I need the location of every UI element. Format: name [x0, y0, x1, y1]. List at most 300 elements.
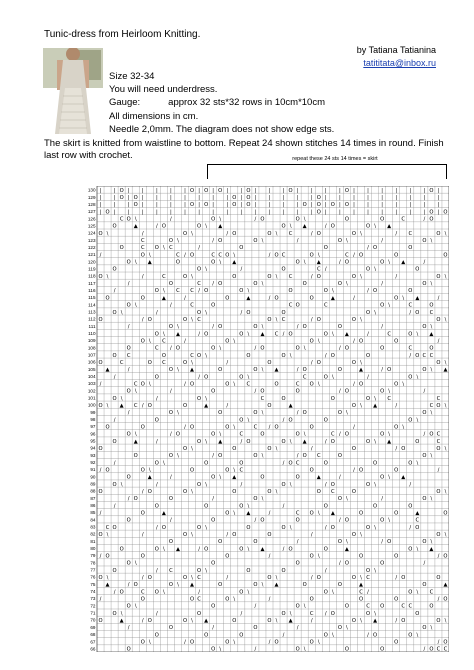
chart-symbol-yo: O [232, 445, 237, 452]
chart-symbol-yo: O [197, 481, 202, 488]
chart-symbol-yo: O [182, 359, 188, 366]
chart-symbol-left-dec: \ [444, 488, 447, 495]
chart-symbol-yo: O [211, 388, 216, 395]
chart-symbol-right-dec: / [296, 367, 299, 374]
chart-symbol-double-dec: ▲ [330, 510, 335, 517]
chart-symbol-right-dec: / [268, 424, 271, 431]
chart-symbol-cable: C [436, 395, 441, 402]
row-label: 86 [90, 503, 96, 509]
chart-symbol-yo: O [147, 359, 152, 366]
chart-symbol-yo: O [175, 431, 181, 438]
chart-symbol-right-dec: / [226, 230, 229, 237]
chart-symbol-left-dec: \ [430, 410, 433, 417]
chart-symbol-right-dec: / [353, 467, 355, 474]
chart-symbol-yo: O [288, 331, 293, 338]
chart-symbol-yo: O [365, 567, 371, 574]
chart-symbol-yo: O [365, 309, 371, 316]
chart-symbol-left-dec: \ [374, 481, 376, 488]
chart-symbol-cable: C [281, 252, 286, 259]
chart-symbol-yo: O [337, 496, 342, 503]
chart-symbol-double-dec: ▲ [246, 295, 251, 302]
chart-symbol-left-dec: \ [289, 524, 292, 531]
chart-symbol-double-dec: ▲ [175, 546, 180, 553]
chart-symbol-yo: O [316, 195, 321, 202]
chart-symbol-yo: O [316, 209, 321, 216]
chart-symbol-left-dec: \ [416, 546, 419, 553]
chart-symbol-left-dec: \ [346, 625, 348, 632]
chart-symbol-yo: O [175, 259, 181, 266]
chart-symbol-knit: | [310, 187, 313, 194]
chart-symbol-yo: O [126, 431, 131, 438]
chart-symbol-yo: O [154, 546, 159, 553]
chart-symbol-knit: | [353, 202, 355, 209]
chart-symbol-yo: O [436, 532, 441, 539]
chart-symbol-right-dec: / [127, 625, 130, 632]
chart-symbol-right-dec: / [339, 388, 341, 395]
chart-symbol-left-dec: \ [444, 316, 447, 323]
chart-symbol-right-dec: / [184, 295, 186, 302]
chart-symbol-double-dec: ▲ [316, 474, 321, 481]
chart-symbol-knit: | [99, 187, 102, 194]
chart-symbol-right-dec: / [339, 259, 341, 266]
chart-symbol-right-dec: / [198, 589, 200, 596]
chart-symbol-yo: O [387, 367, 392, 374]
chart-symbol-double-dec: ▲ [344, 546, 349, 553]
chart-symbol-yo: O [126, 259, 131, 266]
chart-symbol-right-dec: / [212, 453, 215, 460]
chart-symbol-yo: O [422, 625, 427, 632]
row-label: 124 [87, 230, 96, 236]
chart-symbol-left-dec: \ [416, 460, 419, 467]
chart-symbol-yo: O [126, 560, 131, 567]
chart-symbol-yo: O [295, 646, 300, 652]
chart-symbol-yo: O [429, 187, 434, 194]
chart-symbol-knit: | [282, 209, 285, 216]
chart-symbol-yo: O [337, 324, 342, 331]
chart-symbol-left-dec: \ [275, 488, 278, 495]
chart-symbol-left-dec: \ [275, 618, 278, 625]
chart-symbol-yo: O [408, 503, 413, 510]
chart-symbol-yo: O [337, 539, 342, 546]
chart-symbol-left-dec: \ [148, 639, 151, 646]
chart-symbol-right-dec: / [409, 524, 412, 531]
chart-symbol-left-dec: \ [163, 589, 165, 596]
chart-symbol-left-dec: \ [444, 230, 447, 237]
chart-symbol-double-dec: ▲ [105, 582, 110, 589]
chart-symbol-yo: O [126, 345, 131, 352]
chart-symbol-yo: O [112, 352, 117, 359]
chart-symbol-right-dec: / [155, 438, 158, 445]
chart-symbol-cable: C [295, 381, 300, 388]
chart-symbol-right-dec: / [254, 646, 257, 652]
chart-symbol-double-dec: ▲ [204, 618, 209, 625]
chart-symbol-right-dec: / [381, 281, 383, 288]
chart-symbol-yo: O [422, 324, 427, 331]
chart-symbol-yo: O [422, 453, 427, 460]
chart-symbol-yo: O [380, 474, 385, 481]
chart-symbol-yo: O [232, 273, 237, 280]
chart-symbol-knit: | [127, 187, 130, 194]
row-label: 101 [87, 395, 96, 401]
chart-symbol-yo: O [267, 230, 272, 237]
chart-symbol-double-dec: ▲ [175, 331, 180, 338]
chart-symbol-left-dec: \ [360, 575, 362, 582]
chart-symbol-left-dec: \ [191, 316, 193, 323]
chart-symbol-yo: O [274, 252, 279, 259]
chart-symbol-right-dec: / [296, 410, 299, 417]
chart-symbol-double-dec: ▲ [387, 438, 392, 445]
chart-symbol-yo: O [161, 524, 166, 531]
chart-symbol-cable: C [140, 238, 145, 245]
chart-symbol-knit: | [437, 202, 440, 209]
chart-symbol-yo: O [253, 367, 258, 374]
chart-symbol-left-dec: \ [360, 230, 362, 237]
chart-symbol-yo: O [140, 467, 145, 474]
chart-symbol-right-dec: / [367, 632, 369, 639]
chart-symbol-yo: O [253, 453, 258, 460]
row-label: 126 [87, 216, 96, 222]
chart-symbol-cable: C [443, 646, 448, 652]
row-label: 76 [90, 574, 96, 580]
chart-symbol-yo: O [140, 295, 145, 302]
chart-symbol-knit: | [268, 202, 271, 209]
row-label: 102 [87, 388, 96, 394]
chart-symbol-left-dec: \ [191, 445, 193, 452]
row-label: 100 [87, 402, 96, 408]
chart-symbol-right-dec: / [254, 345, 257, 352]
row-label: 89 [90, 481, 96, 487]
chart-symbol-yo: O [98, 618, 103, 625]
chart-symbol-yo: O [415, 309, 420, 316]
chart-symbol-cable: C [295, 460, 300, 467]
chart-symbol-left-dec: \ [444, 445, 447, 452]
chart-symbol-yo: O [225, 639, 230, 646]
chart-symbol-yo: O [281, 395, 286, 402]
chart-symbol-double-dec: ▲ [302, 438, 307, 445]
chart-symbol-yo: O [351, 488, 357, 495]
chart-symbol-yo: O [436, 273, 441, 280]
author-email-link[interactable]: tatititata@inbox.ru [363, 58, 436, 68]
chart-symbol-right-dec: / [254, 388, 257, 395]
chart-symbol-left-dec: \ [388, 517, 391, 524]
chart-symbol-cable: C [387, 395, 391, 402]
row-label: 80 [90, 546, 96, 552]
chart-symbol-yo: O [267, 532, 272, 539]
chart-symbol-knit: | [339, 187, 341, 194]
chart-symbol-cable: C [239, 431, 244, 438]
chart-symbol-double-dec: ▲ [190, 367, 195, 374]
chart-symbol-knit: | [198, 209, 200, 216]
chart-symbol-right-dec: / [381, 496, 383, 503]
chart-symbol-right-dec: / [141, 575, 144, 582]
chart-symbol-knit: | [113, 209, 116, 216]
chart-symbol-cable: C [436, 438, 441, 445]
chart-symbol-knit: | [353, 187, 355, 194]
chart-symbol-double-dec: ▲ [260, 546, 265, 553]
chart-symbol-yo: O [330, 610, 335, 617]
chart-symbol-right-dec: / [437, 295, 440, 302]
chart-symbol-yo: O [246, 567, 251, 574]
repeat-bracket [207, 164, 447, 179]
chart-symbol-right-dec: / [296, 453, 299, 460]
row-label: 113 [88, 309, 96, 315]
chart-symbol-left-dec: \ [177, 238, 179, 245]
chart-symbol-yo: O [429, 345, 434, 352]
chart-symbol-cable: C [366, 575, 370, 582]
chart-symbol-yo: O [154, 632, 159, 639]
chart-symbol-right-dec: / [437, 553, 440, 560]
chart-symbol-right-dec: / [409, 352, 412, 359]
size-line: Size 32-34 [109, 71, 155, 82]
chart-symbol-yo: O [295, 259, 300, 266]
chart-symbol-right-dec: / [99, 381, 102, 388]
row-label: 81 [90, 538, 96, 544]
chart-symbol-right-dec: / [113, 288, 116, 295]
chart-symbol-knit: | [268, 187, 271, 194]
chart-symbol-left-dec: \ [430, 496, 433, 503]
chart-symbol-right-dec: / [353, 338, 355, 345]
chart-symbol-yo: O [253, 625, 258, 632]
chart-symbol-yo: O [119, 245, 124, 252]
chart-symbol-yo: O [344, 560, 349, 567]
chart-symbol-yo: O [274, 424, 279, 431]
chart-symbol-yo: O [365, 395, 371, 402]
chart-symbol-cable: C [211, 252, 215, 259]
chart-symbol-yo: O [98, 575, 103, 582]
chart-symbol-left-dec: \ [444, 273, 447, 280]
chart-symbol-yo: O [281, 309, 286, 316]
chart-symbol-right-dec: / [282, 417, 285, 424]
chart-symbol-yo: O [189, 424, 195, 431]
chart-symbol-yo: O [126, 388, 131, 395]
chart-symbol-cable: C [288, 273, 293, 280]
chart-symbol-right-dec: / [141, 230, 144, 237]
chart-symbol-yo: O [154, 417, 159, 424]
chart-symbol-yo: O [218, 187, 223, 194]
chart-symbol-cable: C [436, 431, 441, 438]
chart-symbol-left-dec: \ [106, 230, 109, 237]
row-label: 105 [87, 366, 96, 372]
chart-symbol-left-dec: \ [163, 245, 165, 252]
chart-symbol-knit: | [226, 202, 229, 209]
chart-symbol-yo: O [436, 618, 441, 625]
chart-symbol-right-dec: / [324, 438, 327, 445]
chart-symbol-yo: O [358, 510, 364, 517]
chart-symbol-yo: O [154, 331, 159, 338]
chart-symbol-cable: C [190, 352, 194, 359]
chart-symbol-yo: O [197, 223, 202, 230]
chart-symbol-yo: O [197, 567, 202, 574]
chart-symbol-yo: O [309, 424, 314, 431]
chart-symbol-yo: O [140, 510, 145, 517]
chart-symbol-yo: O [408, 374, 413, 381]
chart-symbol-yo: O [394, 252, 399, 259]
chart-symbol-yo: O [189, 381, 195, 388]
chart-symbol-yo: O [281, 223, 286, 230]
chart-symbol-yo: O [443, 639, 448, 646]
chart-symbol-knit: | [240, 209, 243, 216]
chart-symbol-knit: | [381, 187, 383, 194]
chart-symbol-yo: O [204, 503, 209, 510]
chart-symbol-yo: O [281, 567, 286, 574]
chart-symbol-right-dec: / [127, 367, 130, 374]
chart-symbol-yo: O [147, 402, 152, 409]
chart-symbol-double-dec: ▲ [443, 582, 448, 589]
chart-symbol-cable: C [140, 589, 145, 596]
chart-symbol-knit: | [324, 187, 327, 194]
chart-symbol-right-dec: / [212, 281, 215, 288]
chart-symbol-yo: O [239, 245, 244, 252]
chart-symbol-yo: O [98, 532, 103, 539]
chart-symbol-left-dec: \ [388, 474, 391, 481]
chart-symbol-right-dec: / [99, 467, 102, 474]
chart-symbol-yo: O [344, 431, 349, 438]
chart-symbol-yo: O [133, 195, 138, 202]
chart-symbol-yo: O [239, 417, 244, 424]
chart-symbol-yo: O [316, 230, 321, 237]
chart-symbol-left-dec: \ [120, 481, 123, 488]
chart-symbol-left-dec: \ [317, 553, 320, 560]
chart-symbol-yo: O [401, 445, 406, 452]
chart-symbol-right-dec: / [395, 230, 398, 237]
chart-symbol-yo: O [380, 302, 385, 309]
chart-symbol-left-dec: \ [303, 603, 306, 610]
chart-symbol-right-dec: / [127, 582, 130, 589]
chart-symbol-knit: | [240, 195, 243, 202]
chart-symbol-yo: O [168, 281, 173, 288]
chart-symbol-right-dec: / [268, 596, 271, 603]
chart-symbol-cable: C [218, 252, 223, 259]
chart-symbol-knit: | [409, 195, 412, 202]
chart-symbol-yo: O [337, 281, 342, 288]
row-label: 110 [88, 330, 96, 336]
chart-symbol-yo: O [295, 216, 300, 223]
chart-symbol-yo: O [295, 345, 300, 352]
chart-symbol-right-dec: / [296, 539, 299, 546]
chart-symbol-knit: | [198, 202, 200, 209]
chart-symbol-right-dec: / [324, 610, 327, 617]
chart-symbol-right-dec: / [184, 639, 186, 646]
dimensions-line: All dimensions in cm. [109, 110, 199, 122]
chart-symbol-cable: C [155, 345, 159, 352]
row-label: 120 [87, 259, 96, 265]
chart-symbol-left-dec: \ [402, 424, 405, 431]
chart-symbol-yo: O [119, 187, 124, 194]
chart-symbol-yo: O [232, 532, 237, 539]
chart-symbol-left-dec: \ [120, 309, 123, 316]
chart-symbol-right-dec: / [184, 381, 186, 388]
chart-symbol-yo: O [309, 596, 314, 603]
chart-symbol-left-dec: \ [191, 488, 193, 495]
chart-symbol-right-dec: / [170, 216, 172, 223]
needle-line: Needle 2,0mm. The diagram does not show edge sts. [109, 123, 335, 135]
chart-symbol-left-dec: \ [289, 438, 292, 445]
chart-symbol-yo: O [204, 187, 209, 194]
chart-symbol-yo: O [358, 596, 364, 603]
chart-symbol-left-dec: \ [134, 560, 137, 567]
chart-symbol-yo: O [373, 503, 378, 510]
chart-symbol-left-dec: \ [247, 503, 250, 510]
chart-symbol-yo: O [197, 352, 202, 359]
chart-symbol-yo: O [154, 288, 159, 295]
chart-symbol-left-dec: \ [177, 453, 179, 460]
chart-symbol-yo: O [267, 618, 272, 625]
chart-symbol-yo: O [140, 553, 145, 560]
row-label: 71 [90, 610, 96, 616]
chart-symbol-left-dec: \ [247, 288, 250, 295]
chart-symbol-cable: C [169, 567, 173, 574]
chart-symbol-yo: O [337, 625, 342, 632]
chart-symbol-yo: O [288, 288, 293, 295]
chart-symbol-left-dec: \ [205, 438, 207, 445]
chart-symbol-left-dec: \ [444, 359, 447, 366]
chart-symbol-knit: | [296, 195, 299, 202]
chart-symbol-knit: | [254, 195, 257, 202]
chart-symbol-knit: | [254, 187, 257, 194]
chart-symbol-yo: O [302, 410, 307, 417]
row-label: 93 [90, 452, 96, 458]
chart-symbol-yo: O [253, 410, 258, 417]
chart-symbol-yo: O [204, 202, 209, 209]
chart-symbol-yo: O [351, 230, 357, 237]
chart-symbol-knit: | [395, 209, 398, 216]
chart-symbol-yo: O [408, 245, 413, 252]
chart-symbol-yo: O [323, 589, 328, 596]
chart-symbol-yo: O [126, 474, 131, 481]
chart-symbol-yo: O [323, 503, 328, 510]
chart-symbol-left-dec: \ [346, 238, 348, 245]
chart-symbol-yo: O [168, 496, 173, 503]
chart-symbol-yo: O [154, 374, 159, 381]
chart-symbol-double-dec: ▲ [274, 582, 279, 589]
chart-symbol-yo: O [380, 259, 385, 266]
chart-symbol-yo: O [211, 646, 216, 652]
chart-symbol-yo: O [225, 252, 230, 259]
chart-symbol-left-dec: \ [148, 338, 151, 345]
chart-symbol-double-dec: ▲ [232, 259, 237, 266]
chart-symbol-yo: O [189, 202, 195, 209]
chart-symbol-knit: | [127, 209, 130, 216]
chart-symbol-yo: O [140, 338, 145, 345]
chart-symbol-yo: O [112, 223, 117, 230]
chart-symbol-left-dec: \ [346, 539, 348, 546]
chart-symbol-cable: C [309, 610, 314, 617]
chart-symbol-yo: O [351, 359, 357, 366]
chart-symbol-yo: O [260, 345, 265, 352]
chart-symbol-knit: | [268, 209, 271, 216]
chart-symbol-yo: O [443, 252, 448, 259]
chart-symbol-knit: | [310, 202, 313, 209]
chart-symbol-right-dec: / [310, 273, 313, 280]
chart-symbol-yo: O [204, 331, 209, 338]
chart-symbol-yo: O [344, 345, 349, 352]
chart-symbol-yo: O [295, 517, 300, 524]
chart-symbol-cable: C [176, 252, 180, 259]
chart-symbol-right-dec: / [324, 524, 327, 531]
chart-symbol-yo: O [316, 575, 321, 582]
chart-symbol-right-dec: / [240, 481, 243, 488]
chart-symbol-left-dec: \ [219, 646, 222, 652]
chart-symbol-right-dec: / [324, 223, 327, 230]
chart-symbol-right-dec: / [339, 560, 341, 567]
chart-symbol-knit: | [113, 187, 116, 194]
chart-symbol-knit: | [339, 195, 341, 202]
chart-symbol-right-dec: / [324, 352, 327, 359]
chart-symbol-knit: | [170, 187, 172, 194]
chart-symbol-knit: | [395, 202, 398, 209]
chart-symbol-cable: C [429, 589, 434, 596]
chart-symbol-double-dec: ▲ [415, 295, 420, 302]
